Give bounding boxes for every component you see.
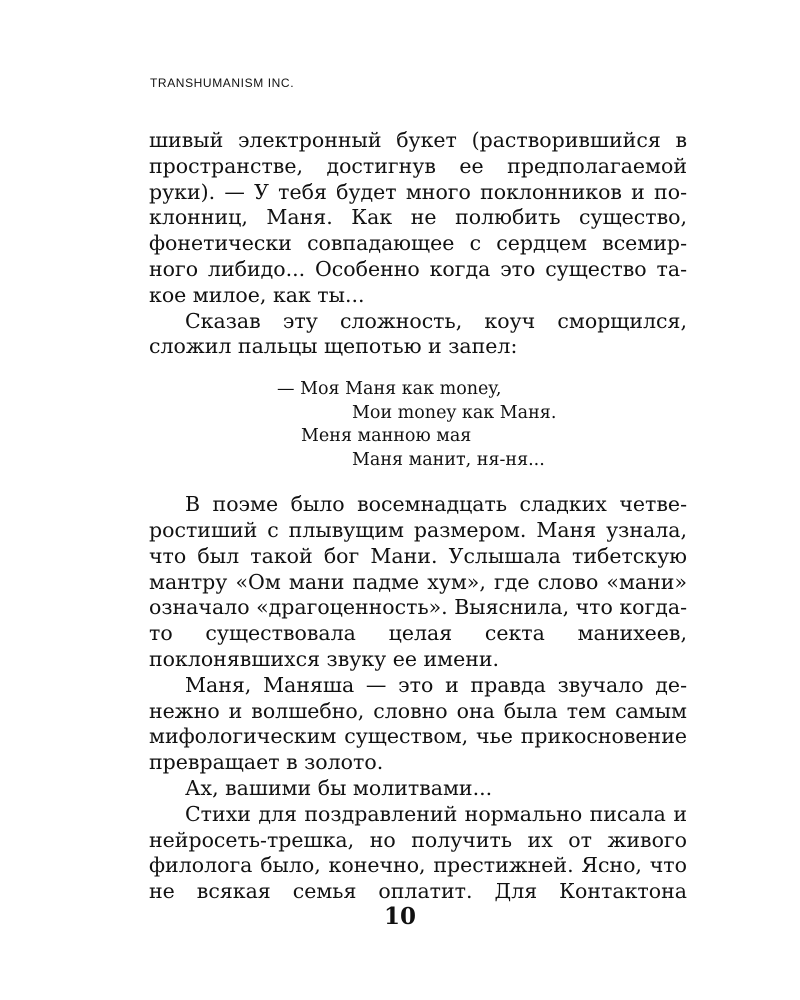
page-number: 10 [383, 903, 416, 930]
paragraph-2: Сказав эту сложность, коуч сморщился, сложил пальцы щепотью и запел: [149, 308, 687, 359]
paragraph-4: Маня, Маняша — это и правда звучало денежно и волшебно, словно она была тем самым мифологическим существом, чье прикосновение превращает в золото. [149, 672, 687, 775]
body-text [149, 128, 687, 905]
verse-line-1: — Моя Маня как money, [277, 379, 502, 400]
verse-line-4: Маня манит, ня-ня... [352, 449, 545, 470]
verse-block [149, 378, 687, 472]
paragraph-3: В поэме было восемнадцать сладких четверостиший с плывущим размером. Маня узнала, что был такой бог Мани. Услышала тибетскую мантру «Ом мани падме хум», где слово «мани» означало «драгоценность». Выяснила, что когда-то существовала целая секта манихеев, поклонявшихся звуку ее имени. [149, 492, 688, 671]
paragraph-6: Стихи для поздравлений нормально писала и нейросеть-трешка, но получить их от живого филолога было, конечно, престижней. Ясно, что не всякая семья оплатит. Для Контактона [149, 801, 687, 904]
running-head: TRANSHUMANISM INC. [150, 76, 295, 90]
verse-line-2: Мои money как Маня. [352, 402, 557, 423]
paragraph-1: шивый электронный букет (растворившийся в пространстве, достигнув ее предполагаемой руки). — У тебя будет много поклонников и поклонниц, Маня. Как не полюбить существо, фонетически совпадающее с сердцем всемирного либидо... Особенно когда это существо такое милое, как ты... [149, 128, 687, 307]
verse-line-3: Меня манною мая [301, 426, 472, 447]
paragraph-5: Ах, вашими бы молитвами... [185, 775, 493, 800]
